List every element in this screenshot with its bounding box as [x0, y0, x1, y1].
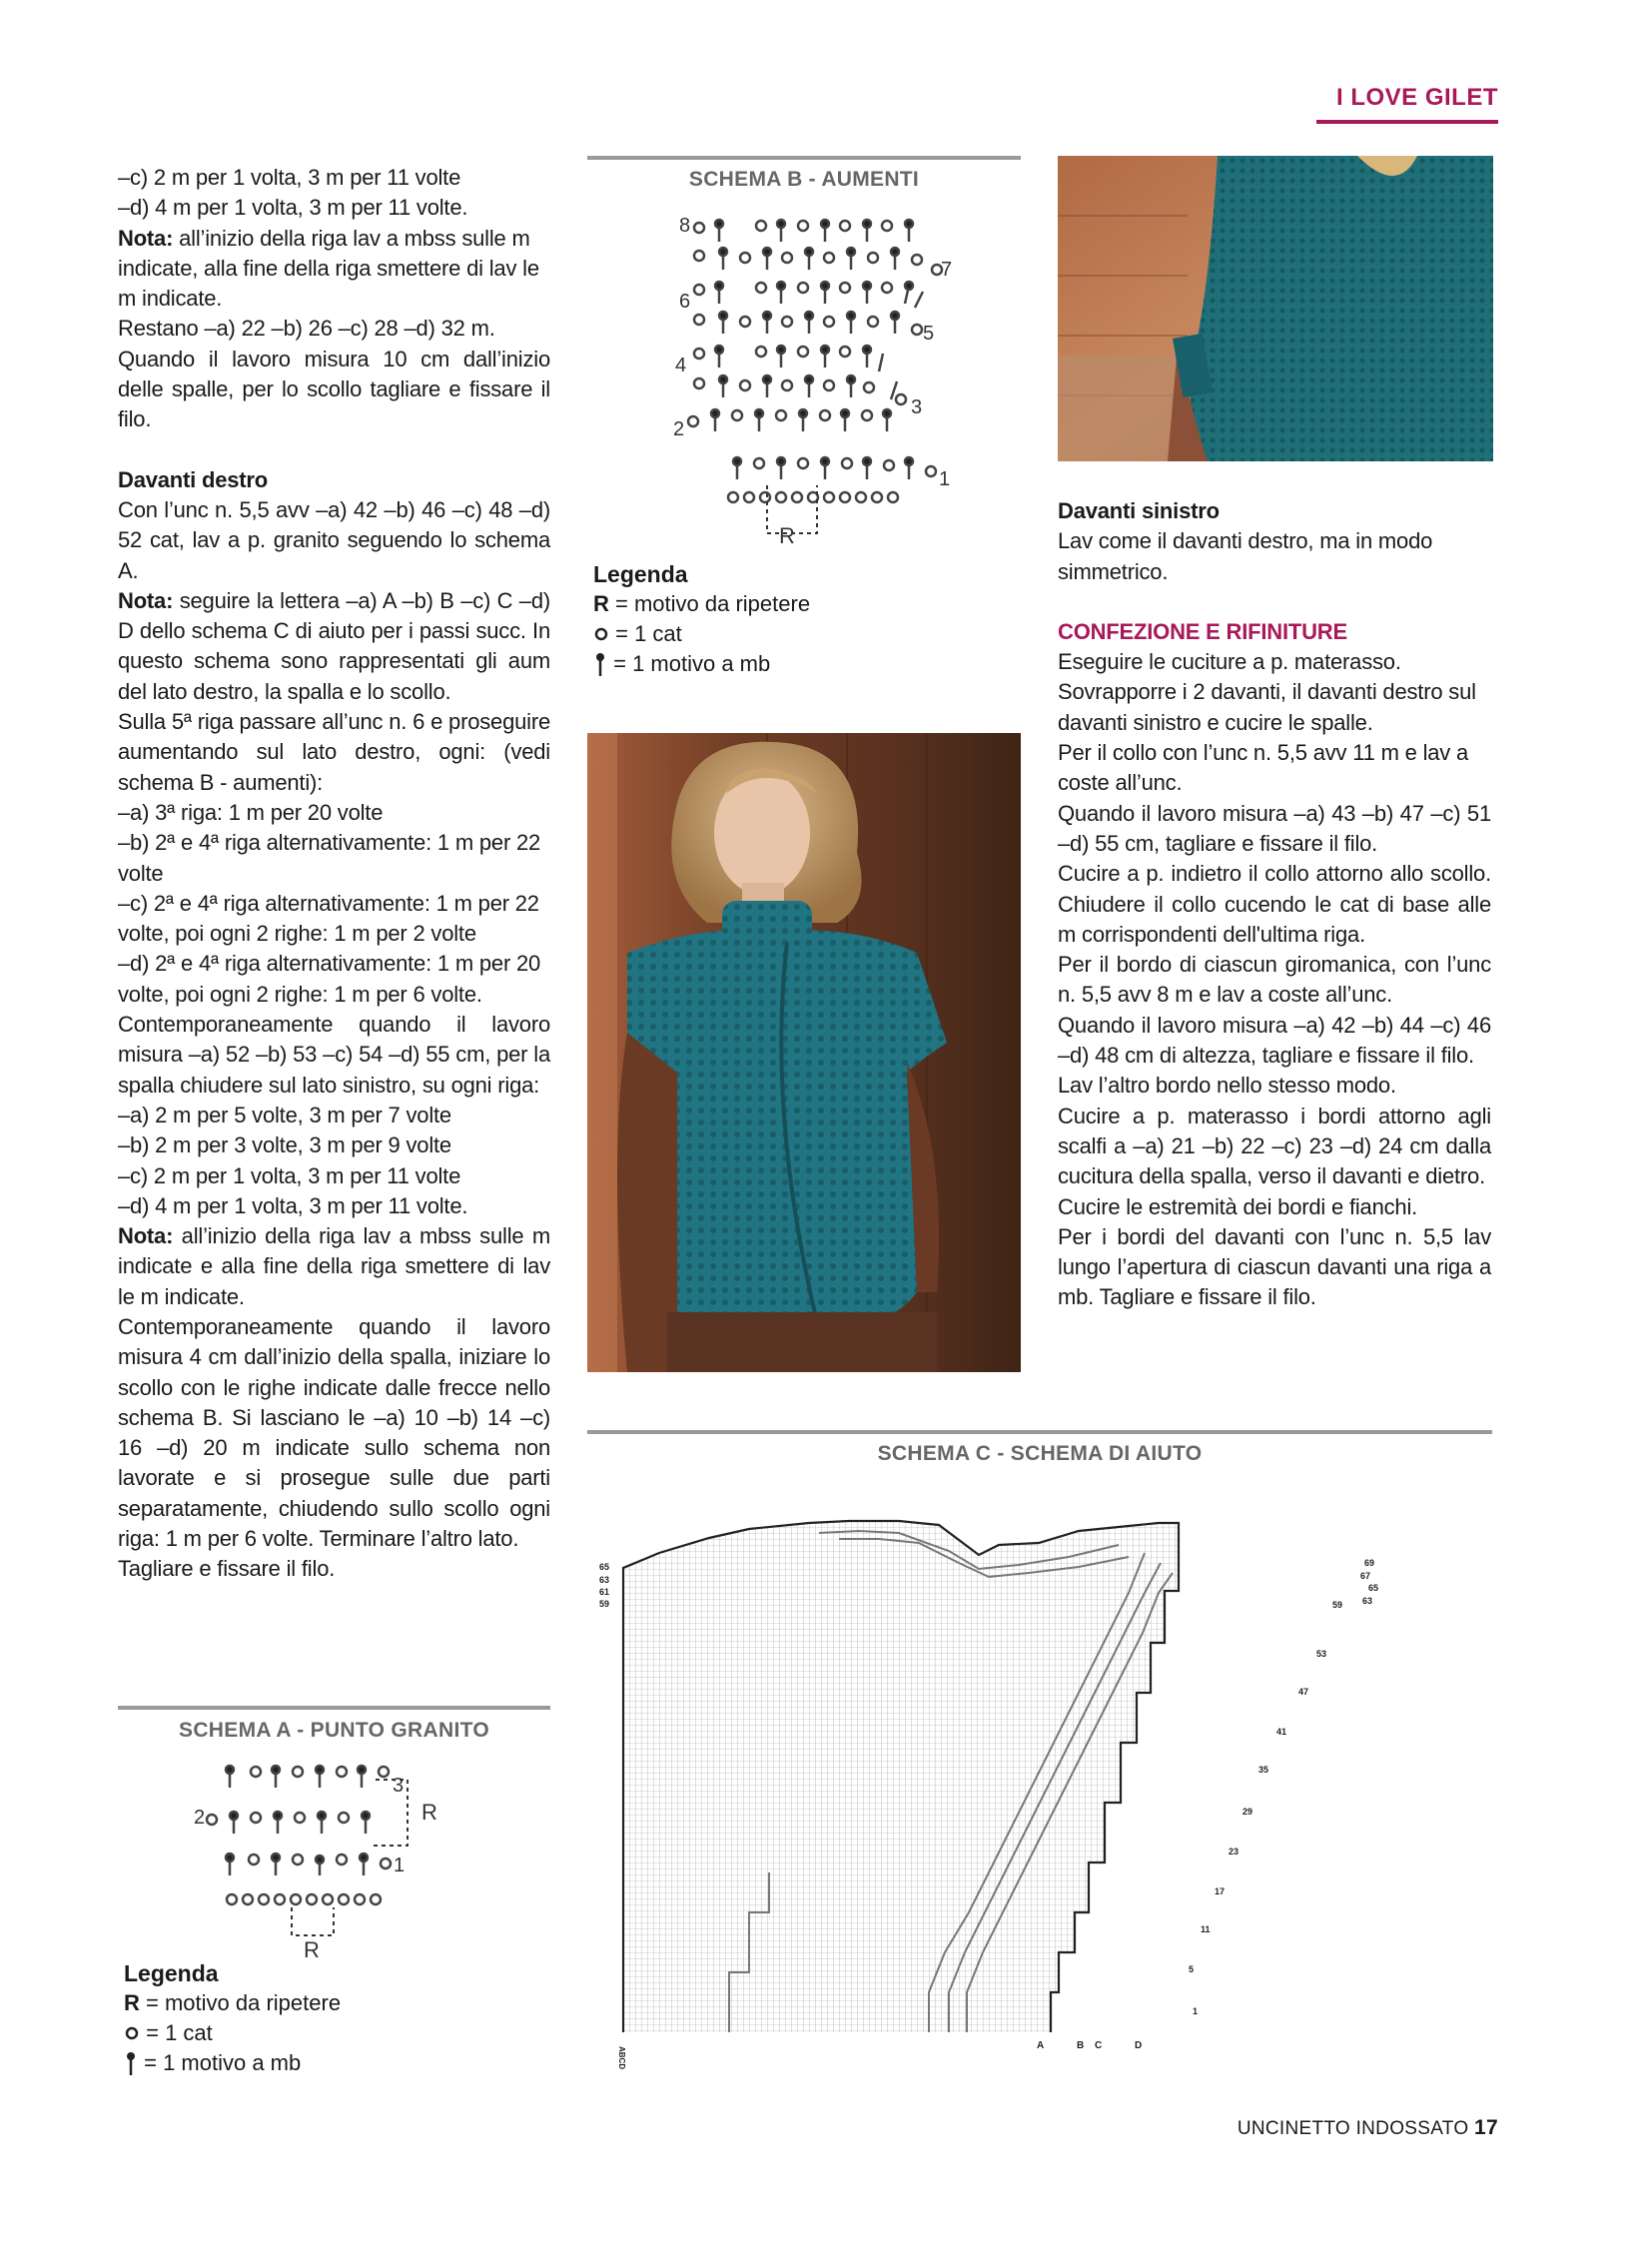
legend-title: Legenda [124, 1960, 219, 1986]
list-item: –a) 3ª riga: 1 m per 20 volte [118, 799, 384, 825]
photo-back-detail [1058, 156, 1493, 461]
nota-paragraph [118, 1221, 550, 1312]
paragraph: Cucire a p. indietro il collo attorno allo scollo. Chiudere il collo cucendo le cat di base alle m corrispondenti dell'ultima riga. [1058, 861, 1491, 947]
stitch-row-3 [694, 375, 906, 404]
paragraph: Quando il lavoro misura –a) 42 –b) 44 –c) 46 –d) 48 cm di altezza, tagliare e fissare il filo. [1058, 1012, 1491, 1069]
confezione-heading: CONFEZIONE E RIFINITURE [1058, 618, 1347, 644]
row-label-right: 69 [1364, 1558, 1375, 1568]
list-item: –c) 2 m per 1 volta, 3 m per 11 volte [118, 1162, 461, 1188]
repeat-label: R [304, 1937, 320, 1957]
text-line: –c) 2 m per 1 volta, 3 m per 11 volte [118, 165, 461, 190]
stitch-row-1 [226, 1854, 391, 1875]
legend-row-repeat [593, 589, 810, 619]
paragraph: Con l’unc n. 5,5 avv –a) 42 –b) 46 –c) 48 –d) 52 cat, lav a p. granito seguendo lo schema A. [118, 496, 550, 583]
paragraph: Contemporaneamente quando il lavoro misura 4 cm dall’inizio della spalla, iniziare lo scollo con le righe indicate dalle frecce nello schema B. Si lasciano le –a) 10 –b) 14 –c) 16 –d) 20 m indicate sullo schema non lavorate e si prosegue sulle due parti separatamente, chiudendo sullo scollo ogni riga: 1 m per 6 volte. Terminare l’altro lato. [118, 1313, 550, 1552]
schema-b-rule [587, 156, 1021, 160]
row-label-right: 11 [1201, 1924, 1211, 1934]
legend-row-chain [593, 619, 810, 649]
stitch-row-2 [688, 409, 891, 431]
schema-a-rule [118, 1706, 550, 1710]
column-left [118, 163, 550, 1585]
repeat-bracket [292, 1780, 408, 1935]
single-crochet-symbol-icon [124, 2050, 138, 2076]
schema-c-rule [587, 1430, 1492, 1434]
row-label-left: 63 [599, 1575, 610, 1585]
column-letter: B [1077, 2040, 1085, 2051]
row-label: 3 [393, 1775, 405, 1797]
legend-row-repeat [124, 1988, 341, 2018]
row-label-right: 1 [1193, 2006, 1199, 2016]
legend-key: R [593, 591, 609, 616]
grid-area [623, 1513, 1183, 2032]
legend-text: = 1 cat [609, 621, 682, 646]
row-label-right: 53 [1316, 1649, 1327, 1659]
photo-model [587, 733, 1021, 1372]
list-item: –a) 2 m per 5 volte, 3 m per 7 volte [118, 1102, 451, 1127]
header-underline [1316, 120, 1498, 124]
row-label-right: 5 [1189, 1964, 1195, 1974]
single-crochet-symbol-icon [593, 651, 607, 677]
row-label-right: 29 [1242, 1807, 1253, 1817]
stitch-row-6 [694, 282, 923, 308]
row-label-right: 17 [1215, 1886, 1226, 1896]
legend-title: Legenda [593, 561, 688, 587]
nota-label: Nota: [118, 1223, 174, 1249]
column-letter: D [1135, 2040, 1143, 2051]
paragraph: Sovrapporre i 2 davanti, il davanti destro sul davanti sinistro e cucire le spalle. [1058, 679, 1476, 735]
stitch-row-2 [207, 1812, 370, 1834]
nota-text: seguire la lettera –a) A –b) B –c) C –d) D dello schema C di aiuto per i passi succ. In questo schema sono rappresentati gli aum del lato destro, la spalla e lo scollo. [118, 587, 550, 704]
photo-back-image [1058, 156, 1493, 461]
text-line: –d) 4 m per 1 volta, 3 m per 11 volte. [118, 195, 468, 221]
paragraph: Quando il lavoro misura –a) 43 –b) 47 –c) 51 –d) 55 cm, tagliare e fissare il filo. [1058, 800, 1491, 856]
row-label: 2 [673, 418, 685, 440]
row-label-left: 65 [599, 1562, 610, 1572]
row-label: 6 [679, 291, 691, 313]
list-item: –b) 2ª e 4ª riga alternativamente: 1 m per 22 volte [118, 830, 541, 886]
magazine-name: UNCINETTO INDOSSATO [1237, 2118, 1469, 2139]
paragraph: Sulla 5ª riga passare all’unc n. 6 e proseguire aumentando sul lato destro, ogni: (vedi schema B - aumenti): [118, 709, 550, 795]
legend-a [124, 1958, 341, 2078]
page-footer [1238, 2116, 1498, 2140]
paragraph: Cucire a p. materasso i bordi attorno agli scalfi a –a) 21 –b) 22 –c) 23 –d) 24 cm dalla cucitura della spalla, verso il davanti e dietro. [1058, 1103, 1491, 1189]
paragraph: Cucire le estremità dei bordi e fianchi. [1058, 1193, 1418, 1219]
photo-model-image [587, 733, 1021, 1372]
row-label: 4 [675, 355, 687, 376]
stitch-row-1 [733, 457, 936, 479]
stitch-row-7 [694, 248, 942, 275]
nota-label: Nota: [118, 587, 174, 613]
stitch-row-5 [694, 312, 922, 335]
paragraph: Per i bordi del davanti con l’unc n. 5,5 lav lungo l’apertura di ciascun davanti una riga a mb. Tagliare e fissare il filo. [1058, 1223, 1491, 1310]
list-item: –d) 4 m per 1 volta, 3 m per 11 volte. [118, 1192, 468, 1218]
davanti-destro-heading: Davanti destro [118, 466, 269, 492]
legend-b [593, 559, 810, 679]
foundation-chain [728, 492, 898, 502]
row-label: 1 [939, 468, 951, 490]
davanti-sinistro-heading: Davanti sinistro [1058, 498, 1220, 523]
legend-row-sc [124, 2048, 341, 2078]
nota-paragraph [118, 586, 550, 707]
legend-key: R [124, 1990, 140, 2015]
row-label-left: 61 [599, 1587, 610, 1597]
row-label: 7 [941, 259, 953, 281]
row-label: 3 [911, 396, 923, 418]
row-label-right: 65 [1368, 1583, 1379, 1593]
nota-text: all’inizio della riga lav a mbss sulle m indicate, alla fine della riga smettere di lav le m indicate. [118, 225, 539, 312]
schema-a-diagram [190, 1758, 449, 1957]
legend-row-chain [124, 2018, 341, 2048]
repeat-label: R [421, 1800, 437, 1825]
stitch-row-8 [694, 220, 913, 242]
chain-symbol-icon [124, 2024, 140, 2040]
row-label-right: 47 [1298, 1687, 1309, 1697]
page-number: 17 [1474, 2116, 1498, 2139]
nota-label: Nota: [118, 225, 174, 251]
stitch-row-4 [694, 346, 883, 372]
row-label: 8 [679, 215, 691, 237]
foundation-chain [227, 1894, 381, 1904]
schema-c-title: SCHEMA C - SCHEMA DI AIUTO [877, 1442, 1203, 1465]
stitch-row-3 [226, 1766, 389, 1788]
row-label-right: 59 [1332, 1600, 1343, 1610]
section-header: I LOVE GILET [1335, 84, 1498, 111]
column-letter: C [1095, 2040, 1103, 2051]
paragraph: Per il collo con l’unc n. 5,5 avv 11 m e lav a coste all’unc. [1058, 740, 1469, 796]
row-label-right: 23 [1229, 1847, 1239, 1857]
paragraph: Tagliare e fissare il filo. [118, 1556, 336, 1582]
paragraph: Eseguire le cuciture a p. materasso. [1058, 649, 1401, 675]
paragraph: Lav come il davanti destro, ma in modo simmetrico. [1058, 528, 1433, 584]
schema-b-title: SCHEMA B - AUMENTI [688, 168, 920, 191]
legend-text: = motivo da ripetere [608, 591, 811, 616]
row-label-right: 63 [1362, 1596, 1373, 1606]
row-label: 2 [194, 1807, 206, 1829]
row-label: 1 [394, 1855, 406, 1876]
legend-text: = 1 motivo a mb [138, 2050, 302, 2075]
column-letter: A [1037, 2040, 1045, 2051]
left-column-letters: ABCD [617, 2046, 626, 2070]
legend-text: = 1 motivo a mb [607, 651, 771, 676]
legend-row-sc [593, 649, 810, 679]
legend-text: = 1 cat [140, 2020, 213, 2045]
row-label: 5 [923, 323, 935, 345]
paragraph: Per il bordo di ciascun giromanica, con l’unc n. 5,5 avv 8 m e lav a coste all’unc. [1058, 952, 1491, 1008]
row-label-right: 35 [1258, 1765, 1269, 1775]
list-item: –b) 2 m per 3 volte, 3 m per 9 volte [118, 1132, 451, 1158]
paragraph: Lav l’altro bordo nello stesso modo. [1058, 1073, 1396, 1099]
nota-text: all’inizio della riga lav a mbss sulle m indicate e alla fine della riga smettere di lav le m indicate. [118, 1223, 550, 1309]
legend-text: = motivo da ripetere [139, 1990, 342, 2015]
restano-line: Restano –a) 22 –b) 26 –c) 28 –d) 32 m. [118, 316, 495, 342]
list-item: –c) 2ª e 4ª riga alternativamente: 1 m per 22 volte, poi ogni 2 righe: 1 m per 2 volte [118, 890, 539, 947]
paragraph: Quando il lavoro misura 10 cm dall’inizio delle spalle, per lo scollo tagliare e fissare il filo. [118, 346, 550, 432]
nota-paragraph [118, 224, 550, 315]
row-label-right: 67 [1360, 1571, 1371, 1581]
paragraph: Contemporaneamente quando il lavoro misura –a) 52 –b) 53 –c) 54 –d) 55 cm, per la spalla chiudere sul lato sinistro, su ogni riga: [118, 1012, 550, 1098]
column-right [1058, 496, 1491, 1313]
schema-c-diagram [599, 1473, 1398, 2082]
repeat-label: R [779, 523, 795, 547]
schema-a-title: SCHEMA A - PUNTO GRANITO [179, 1719, 489, 1742]
schema-b-diagram [669, 208, 989, 547]
chain-symbol-icon [593, 625, 609, 641]
list-item: –d) 2ª e 4ª riga alternativamente: 1 m per 20 volte, poi ogni 2 righe: 1 m per 6 volte. [118, 951, 541, 1007]
row-label-left: 59 [599, 1599, 610, 1609]
row-label-right: 41 [1276, 1727, 1287, 1737]
